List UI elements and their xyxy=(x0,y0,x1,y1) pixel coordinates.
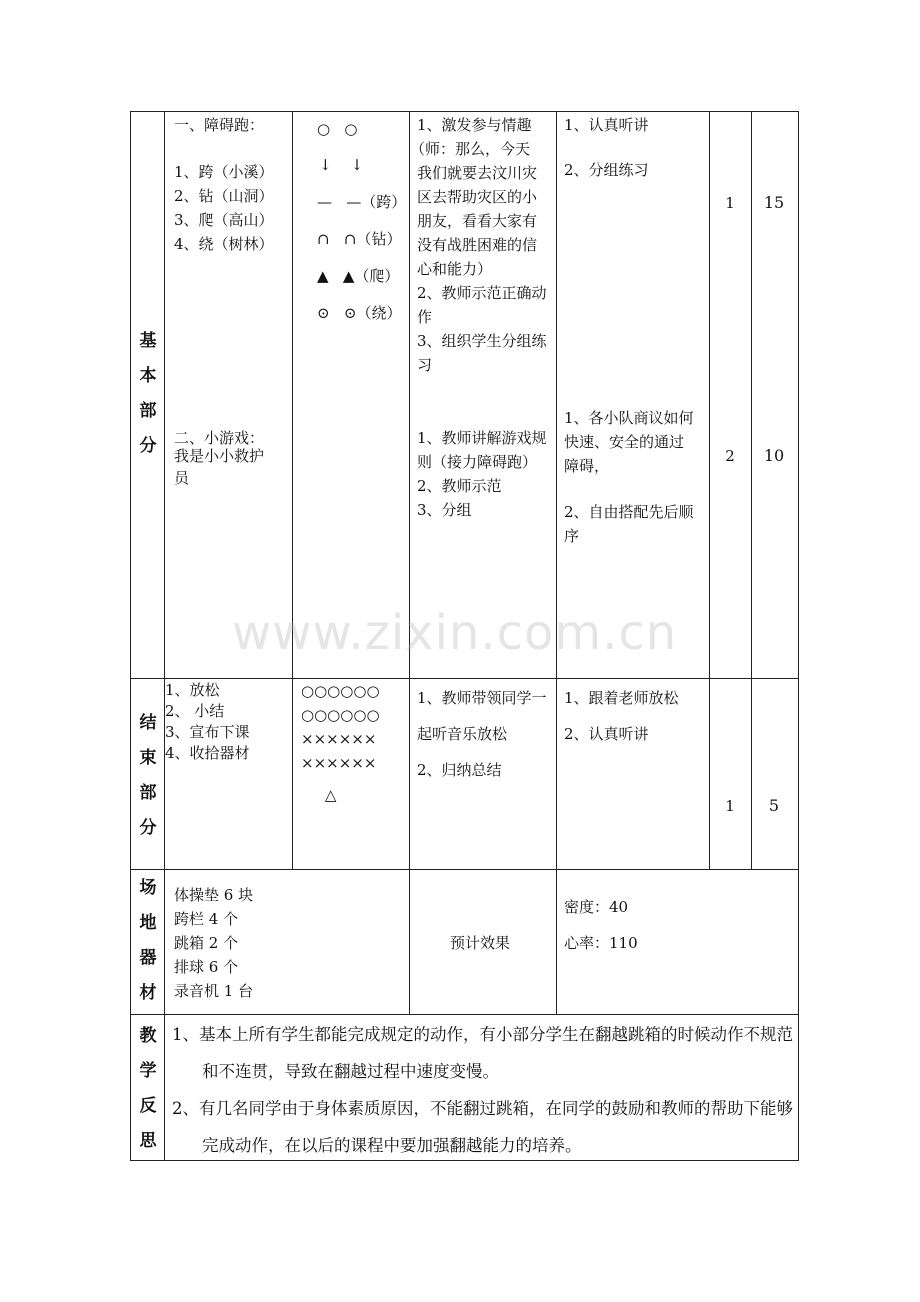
density-value: 密度：40 xyxy=(564,898,629,916)
basic-minutes-1: 15 xyxy=(763,193,785,212)
basic-times-1: 1 xyxy=(725,194,735,212)
heart-rate-value: 心率：110 xyxy=(564,934,638,952)
ending-times: 1 xyxy=(725,797,735,815)
section-label-equipment: 场 地 器 材 xyxy=(139,878,157,1003)
basic-times-2: 2 xyxy=(725,447,735,465)
reflection-item: 2、有几名同学由于身体素质原因，不能翻过跳箱，在同学的鼓励和教师的帮助下能够完成动作，在以后的课程中要加强翻越能力的培养。 xyxy=(172,1099,793,1155)
section-label-basic: 基 本 部 分 xyxy=(139,331,157,456)
expected-effect-label: 预计效果 xyxy=(450,934,511,952)
watermark: www.zixin.com.cn xyxy=(232,605,678,661)
basic-minutes-2: 10 xyxy=(763,446,785,465)
reflection-text xyxy=(172,1016,797,1164)
reflection-item: 1、基本上所有学生都能完成规定的动作，有小部分学生在翻越跳箱的时候动作不规范和不连贯，导致在翻越过程中速度变慢。 xyxy=(172,1025,793,1081)
ending-minutes: 5 xyxy=(768,796,780,815)
section-label-ending: 结 束 部 分 xyxy=(139,713,157,838)
section-label-reflection: 教 学 反 思 xyxy=(139,1026,157,1151)
